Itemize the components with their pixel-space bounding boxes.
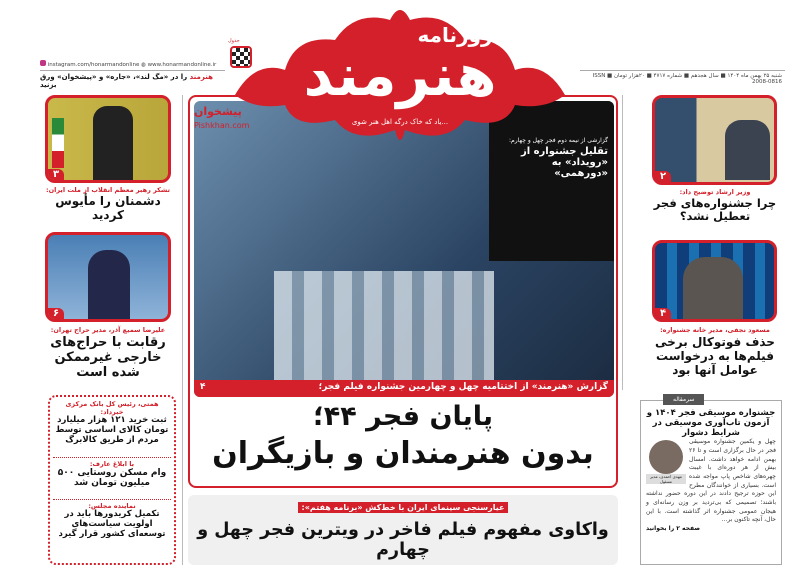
header-tagline bbox=[40, 73, 220, 89]
news-box bbox=[48, 395, 176, 565]
header-rule bbox=[40, 70, 225, 71]
story-kicker: علیرضا سمیع آذر، مدیر حراج تهران: bbox=[50, 326, 166, 334]
svg-text:روزنامه: روزنامه bbox=[417, 23, 493, 47]
story-kicker: تشکر رهبر معظم انقلاب از ملت ایران: bbox=[46, 186, 170, 194]
lead-headline[interactable]: بدون هنرمندان و بازیگران bbox=[212, 436, 594, 471]
story-photo[interactable] bbox=[652, 240, 777, 322]
page-number: ۴ bbox=[200, 382, 206, 392]
header-rule bbox=[580, 70, 785, 71]
photo-caption: گزارش «هنرمند» از اختتامیه چهل و چهارمین جشنواره فیلم فجر؛ ۴ bbox=[194, 380, 614, 397]
instagram-icon bbox=[40, 60, 46, 66]
author-photo bbox=[649, 440, 683, 474]
watermark: پیشخوان bbox=[194, 105, 242, 118]
story-kicker: وزیر ارشاد توضیح داد: bbox=[679, 188, 751, 196]
masthead-title: هنرمند bbox=[303, 41, 497, 109]
editorial-box[interactable] bbox=[640, 396, 782, 565]
story-photo[interactable] bbox=[45, 232, 171, 322]
globe-icon: ◍ bbox=[141, 62, 146, 68]
page-number: ۳ bbox=[48, 169, 64, 180]
inset-kicker: گزارشی از نیمه دوم فجر چهل و چهارم: bbox=[508, 137, 608, 144]
second-kicker: عیارسنجی سینمای ایران با خط‌کش «برنامه هفتم»: bbox=[298, 502, 509, 513]
lead-story bbox=[188, 95, 618, 488]
story-photo[interactable] bbox=[45, 95, 171, 183]
editorial-headline: جشنواره موسیقی فجر ۱۴۰۴ و آزمون تاب‌آوری موسیقی در شرایط دشوار bbox=[646, 408, 776, 438]
column-divider bbox=[182, 95, 183, 565]
masthead-logo bbox=[215, 0, 585, 150]
tagline-brand: هنرمند bbox=[189, 73, 213, 81]
story-kicker: مسعود نجفی، مدیر خانه جشنواره: bbox=[660, 326, 770, 334]
page-number: ۶ bbox=[48, 308, 64, 319]
story-headline[interactable]: دشمنان را مأیوس کردید bbox=[55, 194, 161, 222]
story-headline[interactable]: رقابت با حراج‌های خارجی غیرممکن شده است bbox=[50, 335, 166, 380]
watermark-url: Pishkhan.com bbox=[194, 121, 250, 130]
second-story[interactable] bbox=[188, 495, 618, 565]
header-links bbox=[40, 60, 216, 68]
editorial-label: سرمقاله bbox=[663, 394, 704, 405]
instagram-link[interactable]: instagram.com/honarmandonline bbox=[47, 62, 140, 68]
lead-headline[interactable]: پایان فجر ۴۴؛ bbox=[312, 401, 494, 432]
column-divider bbox=[622, 95, 623, 390]
story-photo[interactable] bbox=[652, 95, 777, 185]
page-number: ۴ bbox=[655, 308, 671, 319]
news-item[interactable]: با ابلاغ عارف: وام مسکن روستایی ۵۰۰ میلیون تومان شد bbox=[53, 458, 171, 500]
editorial-body: چهل و یکمین جشنواره موسیقی فجر در حال برگزاری است و تا ۲۶ بهمن ادامه خواهد داشت. امسال بیش از هر دوره‌ای با غیبت چهره‌های شاخص پاپ مواجه شده است. بسیاری از خوانندگان مطرح این حوزه ترجیح دادند در این دوره حضور نداشته باشند؛ تصمیمی که بی‌تردید بر وزن رسانه‌ای و هیجان عمومی جشنواره اثر گذاشته است. با این حال، آنچه تاکنون بر... bbox=[646, 438, 776, 524]
website-link[interactable]: www.honarmandonline.ir bbox=[147, 62, 217, 68]
inset-headline: تقلیل جشنواره از «رویداد» به «دورهمی» bbox=[520, 146, 608, 179]
second-headline: واکاوی مفهوم فیلم فاخر در ویترین فجر چهل و چهارم bbox=[197, 520, 609, 561]
date-line: شنبه ۲۵ بهمن ماه ۱۴۰۴ ■ سال هجدهم ■ شماره ۴۷۱۷ ■ ۲۰هزار تومان ■ ISSN 2008-0816 bbox=[592, 73, 782, 85]
page-number: ۲ bbox=[655, 171, 671, 182]
story-headline[interactable]: حذف فوتوکال برخی فیلم‌ها به درخواست عوامل آنها بود bbox=[655, 335, 775, 377]
story-headline[interactable]: چرا جشنواره‌های فجر تعطیل نشد؟ bbox=[653, 196, 777, 224]
news-item[interactable]: همتی، رئیس کل بانک مرکزی خبرداد: ثبت خرید ۱۲۱ هزار میلیارد تومان کالای اساسی توسط مردم از طریق کالابرگ bbox=[53, 400, 171, 458]
tagline-text: را در «مگ لند»، «جاره» و «پیشخوان» ورق بزنید bbox=[40, 73, 190, 89]
crossword-label: جدول bbox=[228, 38, 240, 44]
svg-text:...یاد که خاک درگه اهل هنر شوی: ...یاد که خاک درگه اهل هنر شوی bbox=[351, 118, 449, 126]
news-item[interactable]: نماینده مجلس: تکمیل کریدورها باید در اولویت سیاست‌های توسعه‌ای کشور قرار گیرد bbox=[58, 502, 166, 539]
read-more-link[interactable]: صفحه ۲ را بخوانید bbox=[646, 525, 701, 533]
author-name: مهدی احمدی، مدیر مسئول bbox=[646, 474, 686, 484]
